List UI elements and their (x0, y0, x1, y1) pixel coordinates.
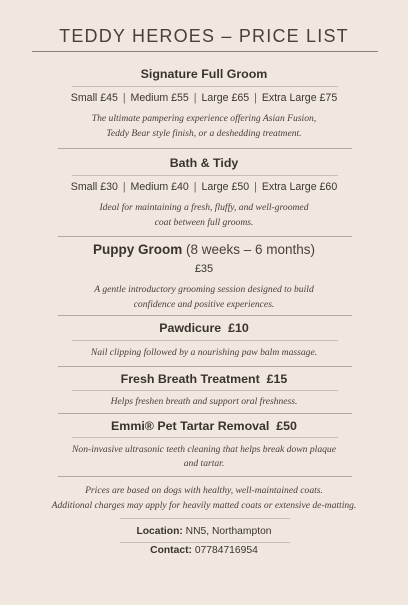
section-divider (58, 315, 352, 316)
price-puppy-groom: £35 (194, 263, 214, 275)
service-description-line: Teddy Bear style finish, or a deshedding treatment. (106, 128, 302, 139)
section-divider (58, 148, 352, 149)
price-small: Small £45 (70, 92, 118, 104)
service-description-line: A gentle introductory grooming session designed to build (94, 284, 314, 295)
section-divider (58, 476, 352, 477)
service-title-pawdicure: Pawdicure £10 (159, 321, 249, 335)
price-fresh-breath: £15 (266, 372, 288, 386)
service-description-line: and tartar. (183, 458, 225, 469)
section-divider (58, 236, 352, 237)
title-divider (32, 51, 378, 52)
price-small: Small £30 (70, 181, 118, 193)
service-divider (72, 340, 338, 341)
service-divider (72, 390, 338, 391)
page-title: TEDDY HEROES – PRICE LIST (59, 26, 349, 46)
service-age-range: (8 weeks – 6 months) (185, 242, 316, 257)
price-large: Large £65 (201, 92, 250, 104)
service-title-bath-and-tidy: Bath & Tidy (169, 156, 239, 170)
price-pawdicure: £10 (228, 321, 249, 335)
service-description-line: coat between full grooms. (154, 217, 254, 228)
contact-value: 07784716954 (194, 545, 258, 556)
contact-line (0, 545, 408, 556)
pricing-note-line: Additional charges may apply for heavily matted coats or extensive de-matting. (51, 500, 357, 511)
service-divider (72, 437, 338, 438)
service-description-line: Helps freshen breath and support oral freshness. (110, 396, 298, 407)
section-divider (58, 366, 352, 367)
footer-divider (120, 518, 290, 519)
service-divider (72, 175, 338, 176)
footer-divider (120, 542, 290, 543)
price-extra-large: Extra Large £75 (261, 92, 338, 104)
service-title-fresh-breath: Fresh Breath Treatment £15 (120, 372, 288, 386)
service-divider (72, 86, 338, 87)
price-extra-large: Extra Large £60 (261, 181, 338, 193)
service-description-line: Nail clipping followed by a nourishing paw balm massage. (90, 347, 318, 358)
service-description-line: The ultimate pampering experience offering Asian Fusion, (91, 113, 317, 124)
price-medium: Medium £40 (130, 181, 189, 193)
price-medium: Medium £55 (130, 92, 189, 104)
price-tartar-removal: £50 (276, 419, 297, 433)
location-label: Location: (136, 526, 183, 537)
contact-label: Contact: (150, 545, 192, 556)
location-line (0, 526, 408, 537)
service-title-puppy-groom: Puppy Groom (8 weeks – 6 months) (92, 242, 316, 257)
service-description-line: Non-invasive ultrasonic teeth cleaning that helps break down plaque (72, 444, 336, 455)
service-description-line: confidence and positive experiences. (133, 299, 275, 310)
section-divider (58, 413, 352, 414)
price-large: Large £50 (201, 181, 250, 193)
service-title-tartar-removal: Emmi® Pet Tartar Removal £50 (111, 419, 297, 433)
service-description-line: Ideal for maintaining a fresh, fluffy, and well-groomed (99, 202, 309, 213)
service-title-signature-full-groom: Signature Full Groom (140, 67, 268, 81)
location-value: NN5, Northampton (185, 526, 272, 537)
price-tiers-signature-full-groom: Small £45 | Medium £55 | Large £65 | Extra Large £75 (70, 92, 338, 104)
pricing-note-line: Prices are based on dogs with healthy, well-maintained coats. (85, 485, 323, 496)
price-tiers-bath-and-tidy: Small £30 | Medium £40 | Large £50 | Extra Large £60 (70, 181, 338, 193)
